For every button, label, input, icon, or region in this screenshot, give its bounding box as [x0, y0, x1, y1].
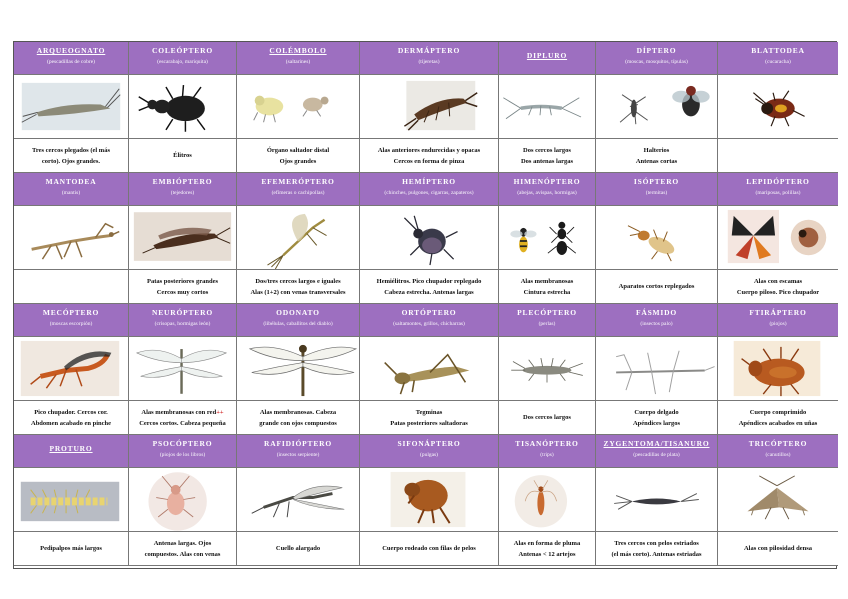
ground-beetle-icon: [129, 75, 236, 138]
insect-orders-table: [13, 41, 837, 569]
traits-cell: [718, 139, 838, 173]
order-name: PSOCÓPTERO: [152, 439, 213, 448]
fly-icon: [596, 75, 717, 138]
wasp-ant-icon: [499, 206, 595, 269]
traits-cell: [360, 139, 499, 173]
trait-line: Alas membranosas: [520, 277, 574, 285]
order-header-cell: [129, 304, 237, 337]
traits-cell: [499, 401, 596, 435]
order-header-cell: [596, 435, 718, 468]
order-common-names: (mariposas, polillas): [755, 190, 801, 196]
traits-cell: [596, 139, 718, 173]
insect-image-cell: [14, 337, 129, 401]
order-header-cell: [14, 304, 129, 337]
traits-cell: [596, 270, 718, 304]
insect-image-cell: [14, 206, 129, 270]
trait-line: Apéndices largos: [632, 419, 681, 427]
order-name[interactable]: COLÉMBOLO: [269, 46, 327, 55]
order-common-names: (libélulas, caballitos del diablo): [263, 321, 333, 327]
grasshopper-icon: [360, 337, 498, 400]
trait-line: Patas posteriores saltadoras: [390, 419, 468, 427]
header-row: [14, 173, 836, 206]
insect-image-cell: [499, 468, 596, 532]
webspinner-icon: [129, 206, 236, 269]
order-name: LEPIDÓPTERO: [746, 177, 810, 186]
flea-icon: [360, 468, 498, 531]
order-common-names: (tijeretas): [418, 59, 440, 65]
trait-line: Apéndices acabados en uñas: [738, 419, 818, 427]
order-header-cell: [360, 435, 499, 468]
header-row: [14, 42, 836, 75]
order-header-cell: [499, 173, 596, 206]
trait-line: Aparatos cortos replegados: [618, 283, 695, 290]
order-common-names: (saltamontes, grillos, chicharras): [393, 321, 465, 327]
trait-line: Antenas < 12 artejos: [518, 550, 576, 558]
stonefly-icon: [499, 337, 595, 400]
trait-line: Tegminas: [415, 408, 443, 416]
trait-line: Antenas cortas: [635, 157, 678, 165]
insect-image-cell: [499, 337, 596, 401]
trait-line: Pico chupador. Cercos cor.: [34, 408, 108, 416]
insect-image-cell: [129, 468, 237, 532]
insect-image-cell: [596, 468, 718, 532]
traits-row: [14, 532, 836, 566]
silverfish-icon: [14, 75, 128, 138]
order-header-cell: [129, 435, 237, 468]
order-header-cell: [360, 42, 499, 75]
trait-line: Dos antenas largas: [520, 157, 573, 165]
order-common-names: (termitas): [645, 190, 668, 196]
mantis-icon: [14, 206, 128, 269]
trait-line: Cuerpo delgado: [634, 408, 679, 416]
traits-cell: [360, 401, 499, 435]
traits-cell: [718, 532, 838, 566]
traits-row: [14, 139, 836, 173]
insect-image-cell: [596, 75, 718, 139]
cockroach-icon: [718, 75, 838, 138]
order-header-cell: [499, 435, 596, 468]
order-name: EFEMERÓPTERO: [261, 177, 335, 186]
order-common-names: (perlas): [538, 321, 556, 327]
trait-line: Cabeza estrecha. Antenas largas: [384, 288, 474, 296]
order-common-names: (moscas escorpión): [49, 321, 93, 327]
order-header-cell: [129, 173, 237, 206]
order-name: NEURÓPTERO: [152, 308, 213, 317]
traits-cell: [499, 139, 596, 173]
traits-cell: [596, 532, 718, 566]
traits-cell: [129, 532, 237, 566]
order-header-cell: [237, 173, 360, 206]
order-name: FÁSMIDO: [635, 308, 678, 317]
insect-image-cell: [129, 206, 237, 270]
image-row: [14, 75, 836, 139]
order-name[interactable]: ZYGENTOMA/TISANURO: [603, 439, 710, 448]
trait-line: Órgano saltador distal: [266, 146, 330, 154]
insect-image-cell: [237, 468, 360, 532]
insect-image-cell: [237, 337, 360, 401]
order-name: PLECÓPTERO: [517, 308, 577, 317]
order-name: MECÓPTERO: [42, 308, 100, 317]
trait-line: Cuello alargado: [275, 545, 321, 552]
order-name: EMBIÓPTERO: [152, 177, 213, 186]
trait-line: Cercos cortos. Cabeza pequeña: [139, 419, 226, 427]
order-name: TISANÓPTERO: [515, 439, 579, 448]
order-header-cell: [718, 304, 838, 337]
caddisfly-icon: [718, 468, 838, 531]
insect-image-cell: [129, 337, 237, 401]
louse-icon: [718, 337, 838, 400]
termite-icon: [596, 206, 717, 269]
order-header-cell: [14, 435, 129, 468]
insect-image-cell: [14, 75, 129, 139]
insect-image-cell: [360, 75, 499, 139]
trait-line: grande con ojos compuestos: [259, 419, 337, 427]
order-common-names: (efímeras o cachipollas): [271, 190, 325, 196]
order-common-names: (crisopas, hormigas león): [154, 321, 211, 327]
header-row: [14, 304, 836, 337]
traits-cell: [14, 532, 129, 566]
trait-line: [141, 407, 223, 418]
traits-cell: [129, 139, 237, 173]
traits-row: [14, 401, 836, 435]
insect-image-cell: [596, 337, 718, 401]
insect-image-cell: [360, 337, 499, 401]
order-name: ORTÓPTERO: [401, 308, 457, 317]
trait-line: (el más corto). Antenas estriadas: [611, 550, 702, 558]
order-name[interactable]: DIPLURO: [526, 51, 568, 60]
insect-image-cell: [499, 206, 596, 270]
order-name: TRICÓPTERO: [748, 439, 808, 448]
traits-cell: [718, 270, 838, 304]
order-header-cell: [14, 173, 129, 206]
trait-line: Hemiélitros. Pico chupador replegado: [376, 277, 482, 285]
order-name: ISÓPTERO: [633, 177, 680, 186]
snakefly-icon: [237, 468, 359, 531]
insect-image-cell: [360, 468, 499, 532]
lacewing-icon: [129, 337, 236, 400]
flag-mark: ++: [216, 408, 224, 416]
butterfly-icon: [718, 206, 838, 269]
order-common-names: (mantis): [61, 190, 81, 196]
trait-line: Abdomen acabado en pinche: [31, 419, 111, 427]
order-name: HEMÍPTERO: [402, 177, 456, 186]
insect-image-cell: [14, 468, 129, 532]
zygentoma-icon: [596, 468, 717, 531]
order-header-cell: [499, 304, 596, 337]
order-name: BLATTODEA: [751, 46, 805, 55]
traits-cell: [14, 139, 129, 173]
image-row: [14, 468, 836, 532]
traits-row: [14, 270, 836, 304]
insect-image-cell: [718, 337, 838, 401]
order-name: COLEÓPTERO: [152, 46, 213, 55]
stink-bug-icon: [360, 206, 498, 269]
traits-cell: [718, 401, 838, 435]
trait-line: Cuerpo comprimido: [749, 408, 807, 416]
earwig-icon: [360, 75, 498, 138]
dragonfly-icon: [237, 337, 359, 400]
trait-line: Halterios: [643, 146, 670, 154]
trait-line: Cercos en forma de pinza: [393, 157, 465, 165]
trait-line: Cercos muy cortos: [156, 288, 209, 296]
order-header-cell: [499, 42, 596, 75]
order-name: SIFONÁPTERO: [397, 439, 461, 448]
trait-line: Alas en forma de pluma: [513, 539, 581, 547]
trait-line: Alas membranosas. Cabeza: [259, 408, 337, 416]
order-name: FTIRÁPTERO: [749, 308, 807, 317]
traits-cell: [596, 401, 718, 435]
trait-line: Pedipalpos más largos: [40, 545, 102, 552]
traits-cell: [237, 532, 360, 566]
order-common-names: (pescadillas de cobre): [47, 59, 95, 65]
traits-cell: [14, 401, 129, 435]
mayfly-icon: [237, 206, 359, 269]
order-common-names: (canutillos): [765, 452, 791, 458]
header-row: [14, 435, 836, 468]
order-header-cell: [360, 304, 499, 337]
order-name: ODONATO: [276, 308, 320, 317]
trait-line: Antenas largas. Ojos: [153, 539, 212, 547]
dipluran-icon: [499, 75, 595, 138]
order-common-names: (saltarines): [285, 59, 311, 65]
insect-image-cell: [237, 206, 360, 270]
order-common-names: (piojos): [769, 321, 787, 327]
traits-cell: [360, 270, 499, 304]
traits-cell: [499, 532, 596, 566]
traits-cell: [237, 401, 360, 435]
insect-image-cell: [718, 75, 838, 139]
order-header-cell: [596, 173, 718, 206]
trait-line: Dos cercos largos: [523, 414, 571, 421]
insect-image-cell: [718, 468, 838, 532]
insect-image-cell: [360, 206, 499, 270]
trait-line: Cintura estrecha: [523, 288, 571, 296]
order-common-names: (piojos de los libros): [159, 452, 206, 458]
trait-line: Élitros: [173, 152, 192, 159]
trait-text: Alas membranosas con red: [141, 408, 217, 416]
order-common-names: (abejas, avispas, hormigas): [517, 190, 577, 196]
stick-insect-icon: [596, 337, 717, 400]
trait-line: Cuerpo piloso. Pico chupador: [736, 288, 820, 296]
order-name: DÍPTERO: [636, 46, 677, 55]
order-name: MANTODEA: [45, 177, 97, 186]
order-header-cell: [129, 42, 237, 75]
order-header-cell: [360, 173, 499, 206]
trait-line: Alas (1+2) con venas transversales: [250, 288, 346, 296]
trait-line: Ojos grandes: [279, 157, 317, 165]
booklouse-icon: [129, 468, 236, 531]
image-row: [14, 337, 836, 401]
traits-cell: [237, 270, 360, 304]
order-common-names: (trips): [540, 452, 554, 458]
order-common-names: (moscas, mosquitos, típulas): [625, 59, 688, 65]
image-row: [14, 206, 836, 270]
order-common-names: (cucaracha): [765, 59, 791, 65]
order-common-names: (escarabajo, mariquita): [157, 59, 208, 65]
insect-image-cell: [596, 206, 718, 270]
order-header-cell: [596, 42, 718, 75]
trait-line: Tres cercos plegados (el más: [32, 146, 110, 154]
trait-line: Dos/tres cercos largos e iguales: [255, 277, 341, 285]
traits-cell: [129, 270, 237, 304]
order-header-cell: [718, 173, 838, 206]
traits-cell: [237, 139, 360, 173]
order-name[interactable]: PROTURO: [49, 444, 93, 453]
traits-cell: [129, 401, 237, 435]
insect-image-cell: [129, 75, 237, 139]
order-common-names: (chinches, pulgones, cigarras, zapateros): [384, 190, 474, 196]
scorpionfly-icon: [14, 337, 128, 400]
trait-line: corto). Ojos grandes.: [41, 157, 101, 165]
order-name: DERMÁPTERO: [397, 46, 461, 55]
trait-line: Dos cercos largos: [523, 146, 571, 154]
order-name[interactable]: ARQUEOGNATO: [36, 46, 106, 55]
order-header-cell: [718, 42, 838, 75]
trait-line: Alas con pilosidad densa: [743, 545, 813, 552]
traits-cell: [14, 270, 129, 304]
traits-cell: [499, 270, 596, 304]
trait-line: Patas posteriores grandes: [146, 277, 218, 285]
order-common-names: (pescadillas de plata): [633, 452, 680, 458]
order-common-names: (insectos palo): [640, 321, 673, 327]
insect-image-cell: [718, 206, 838, 270]
proturan-icon: [14, 468, 128, 531]
trait-line: Cuerpo rodeado con filas de pelos: [382, 545, 476, 552]
thrips-icon: [499, 468, 595, 531]
order-common-names: (tejedores): [170, 190, 195, 196]
order-header-cell: [237, 42, 360, 75]
order-common-names: (insectos serpiente): [276, 452, 320, 458]
insect-image-cell: [237, 75, 360, 139]
order-name: RAFIDIÓPTERO: [264, 439, 332, 448]
traits-cell: [360, 532, 499, 566]
order-common-names: (pulgas): [419, 452, 439, 458]
order-header-cell: [237, 435, 360, 468]
order-header-cell: [718, 435, 838, 468]
order-name: HIMENÓPTERO: [513, 177, 581, 186]
trait-line: compuestos. Alas con venas: [144, 550, 221, 558]
order-header-cell: [14, 42, 129, 75]
trait-line: Alas anteriores endurecidas y opacas: [377, 146, 481, 154]
order-header-cell: [596, 304, 718, 337]
springtail-icon: [237, 75, 359, 138]
trait-line: Tres cercos con pelos estriados: [614, 539, 699, 547]
trait-line: Alas con escamas: [753, 277, 803, 285]
order-header-cell: [237, 304, 360, 337]
insect-image-cell: [499, 75, 596, 139]
